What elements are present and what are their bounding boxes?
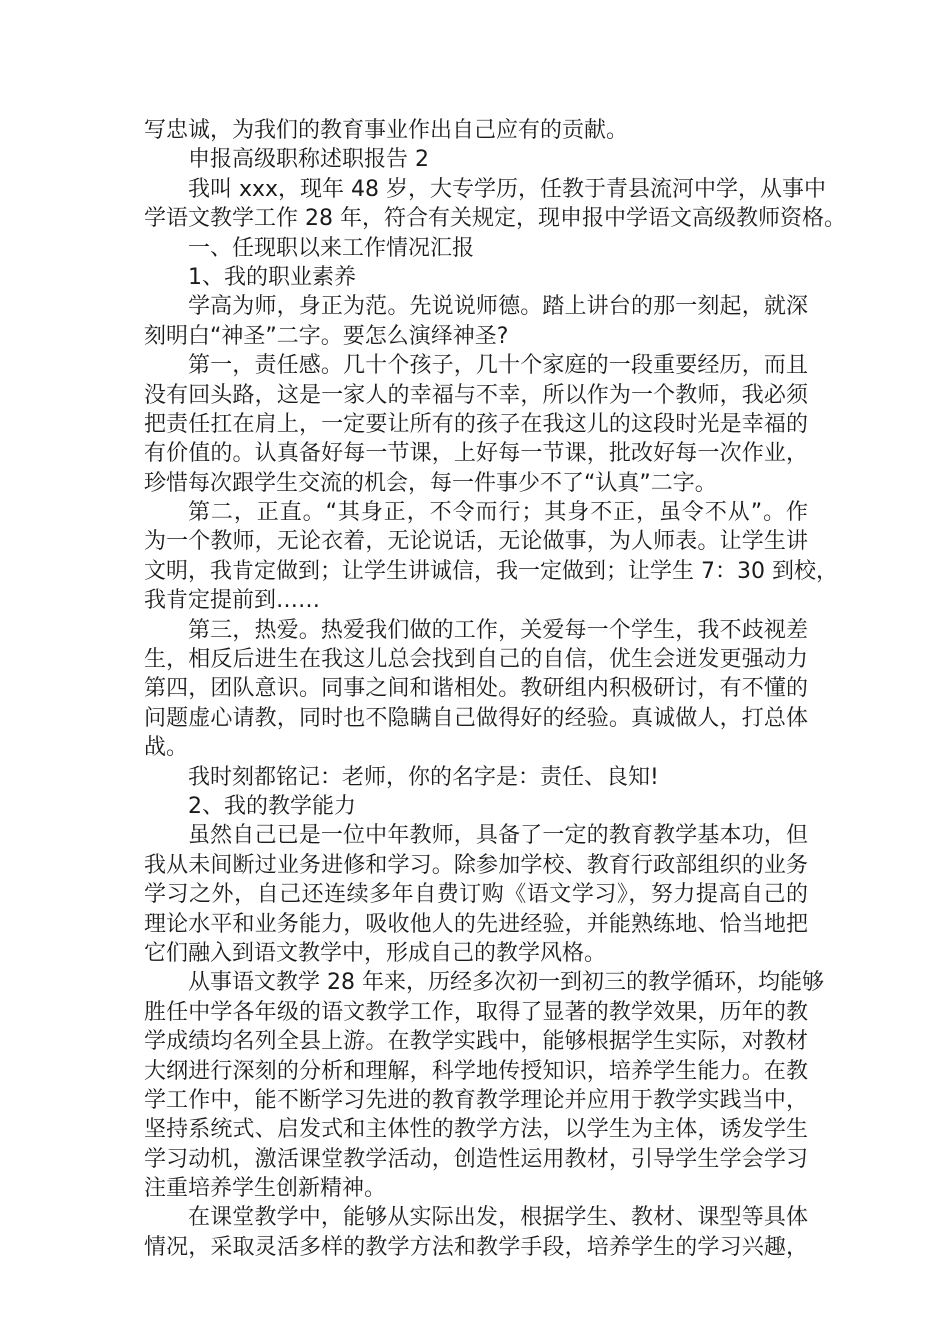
text-line: 从事语文教学 28 年来，历经多次初一到初三的教学循环，均能够	[188, 970, 824, 996]
text-line: 我肯定提前到……	[144, 588, 321, 614]
text-line: 战。	[144, 735, 189, 761]
text-line: 我时刻都铭记：老师，你的名字是：责任、良知!	[188, 764, 659, 790]
text-line: 情况，采取灵活多样的教学方法和教学手段，培养学生的学习兴趣，	[144, 1234, 808, 1260]
text-line: 虽然自己已是一位中年教师，具备了一定的教育教学基本功，但	[188, 823, 808, 849]
text-line: 文明，我肯定做到；让学生讲诚信，我一定做到；让学生 7：30 到校，	[144, 558, 838, 584]
text-line: 刻明白“神圣”二字。要怎么演绎神圣?	[144, 323, 509, 349]
text-line: 理论水平和业务能力，吸收他人的先进经验，并能熟练地、恰当地把	[144, 911, 808, 937]
text-line: 在课堂教学中，能够从实际出发，根据学生、教材、课型等具体	[188, 1205, 808, 1231]
text-line: 申报高级职称述职报告 2	[188, 147, 429, 173]
text-line: 学工作中，能不断学习先进的教育教学理论并应用于教学实践当中，	[144, 1087, 808, 1113]
text-line: 1、我的职业素养	[188, 264, 356, 290]
text-line: 学习之外，自己还连续多年自费订购《语文学习》，努力提高自己的	[144, 882, 808, 908]
text-line: 大纲进行深刻的分析和理解，科学地传授知识，培养学生能力。在教	[144, 1058, 808, 1084]
text-line: 第四，团队意识。同事之间和谐相处。教研组内积极研讨，有不懂的	[144, 676, 808, 702]
text-line: 学习动机，激活课堂教学活动，创造性运用教材，引导学生学会学习	[144, 1146, 808, 1172]
text-line: 学语文教学工作 28 年，符合有关规定，现申报中学语文高级教师资格。	[144, 206, 846, 232]
text-line: 第一，责任感。几十个孩子，几十个家庭的一段重要经历，而且	[188, 353, 808, 379]
text-line: 没有回头路，这是一家人的幸福与不幸，所以作为一个教师，我必须	[144, 382, 808, 408]
text-line: 它们融入到语文教学中，形成自己的教学风格。	[144, 940, 607, 966]
text-line: 珍惜每次跟学生交流的机会，每一件事少不了“认真”二字。	[144, 470, 717, 496]
text-line: 学高为师，身正为范。先说说师德。踏上讲台的那一刻起，就深	[188, 294, 808, 320]
text-line: 写忠诚，为我们的教育事业作出自己应有的贡献。	[144, 118, 629, 143]
text-line: 注重培养学生创新精神。	[144, 1176, 387, 1202]
text-line: 胜任中学各年级的语文教学工作，取得了显著的教学效果，历年的教	[144, 999, 808, 1025]
document-body	[144, 116, 846, 1262]
text-line: 我从未间断过业务进修和学习。除参加学校、教育行政部组织的业务	[144, 852, 808, 878]
text-line: 2、我的教学能力	[188, 793, 356, 819]
text-line: 坚持系统式、启发式和主体性的教学方法，以学生为主体，诱发学生	[144, 1117, 808, 1143]
text-line: 学成绩均名列全县上游。在教学实践中，能够根据学生实际，对教材	[144, 1029, 808, 1055]
text-line: 生，相反后进生在我这儿总会找到自己的自信，优生会迸发更强动力	[144, 647, 808, 673]
text-line: 问题虚心请教，同时也不隐瞒自己做得好的经验。真诚做人，打总体	[144, 705, 808, 731]
text-line: 有价值的。认真备好每一节课，上好每一节课，批改好每一次作业，	[144, 441, 808, 467]
text-line: 为一个教师，无论衣着，无论说话，无论做事，为人师表。让学生讲	[144, 529, 808, 555]
text-line: 把责任扛在肩上，一定要让所有的孩子在我这儿的这段时光是幸福的	[144, 411, 808, 437]
text-line: 一、任现职以来工作情况汇报	[188, 235, 475, 261]
text-line: 我叫 xxx，现年 48 岁，大专学历，任教于青县流河中学，从事中	[188, 176, 827, 202]
text-line: 第三，热爱。热爱我们做的工作，关爱每一个学生，我不歧视差	[188, 617, 808, 643]
text-line: 第二，正直。“其身正，不令而行；其身不正，虽令不从”。作	[188, 500, 809, 526]
